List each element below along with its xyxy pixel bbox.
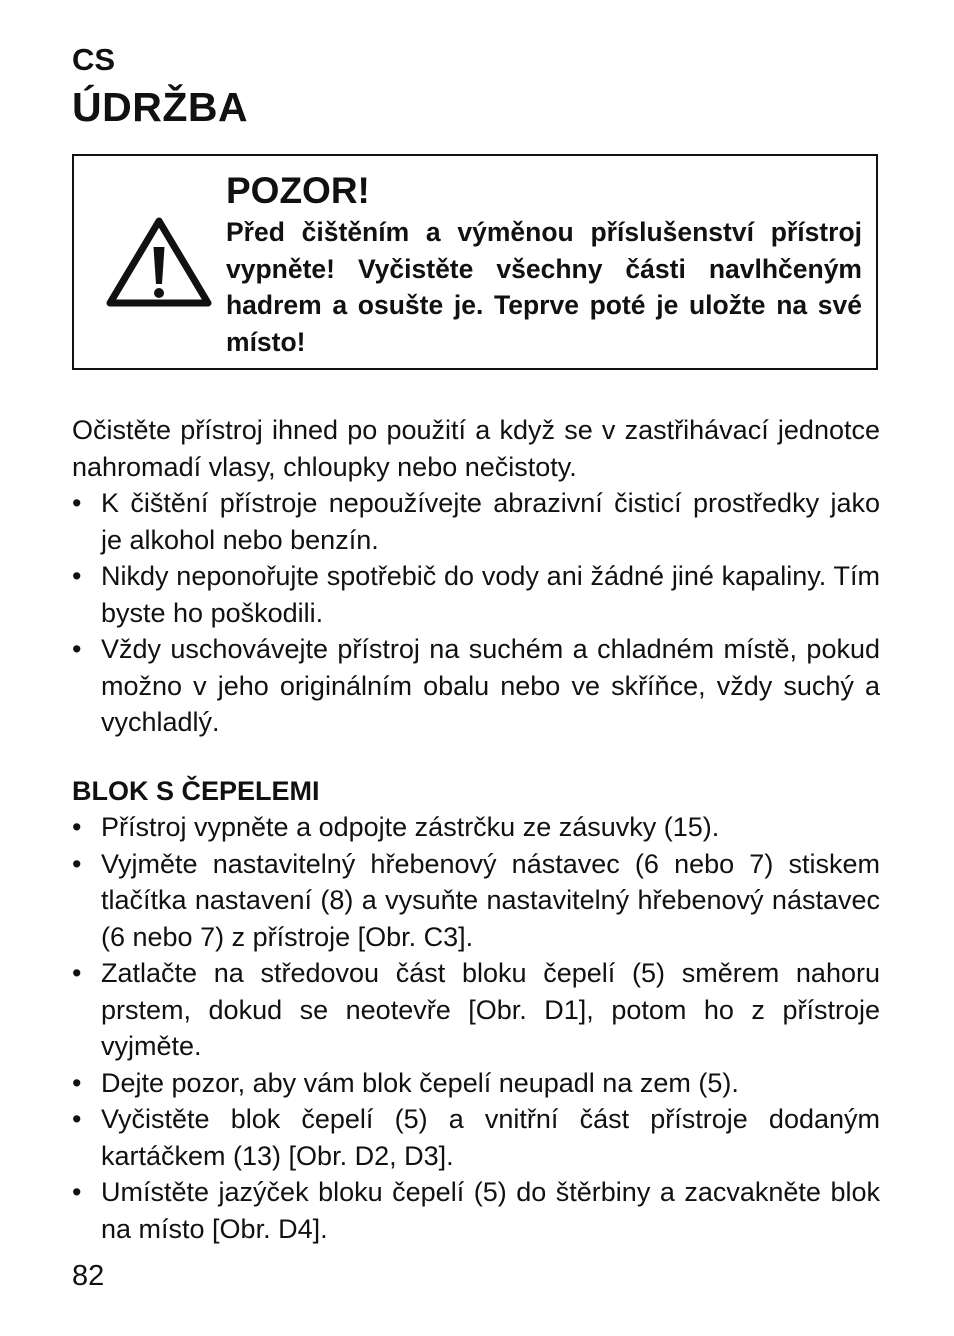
- list-item: [72, 558, 880, 631]
- bullet-icon: •: [72, 812, 82, 842]
- section-heading: BLOK S ČEPELEMI: [72, 775, 320, 806]
- blade-bullet-list: [72, 809, 880, 1247]
- list-item: [72, 955, 880, 1065]
- list-item: [72, 1101, 880, 1174]
- warning-triangle-icon: [104, 214, 214, 310]
- list-item-text: Dejte pozor, aby vám blok čepelí neupadl na zem (5).: [101, 1067, 739, 1098]
- bullet-icon: •: [72, 848, 82, 879]
- list-item-text: Nikdy neponořujte spotřebič do vody ani žádné jiné kapaliny. Tím byste ho poškodili.: [101, 561, 880, 628]
- list-item-text: K čištění přístroje nepoužívejte abrazivní čisticí prostředky jako je alkohol nebo benzín.: [101, 488, 880, 555]
- bullet-icon: •: [72, 1067, 82, 1098]
- bullet-icon: •: [72, 958, 82, 988]
- warning-content: [226, 168, 862, 360]
- list-item-text: Zatlačte na středovou část bloku čepelí (5) směrem nahoru prstem, dokud se neotevře [Obr. D1], potom ho z přístroje vyjměte.: [101, 958, 880, 1061]
- warning-heading: POZOR!: [226, 170, 370, 211]
- warning-box: [72, 154, 878, 370]
- list-item-text: Vždy uschovávejte přístroj na suchém a chladném místě, pokud možno v jeho originálním obalu nebo ve skříňce, vždy suchý a vychladlý.: [101, 634, 880, 737]
- bullet-icon: •: [72, 488, 82, 518]
- intro-bullet-list: [72, 485, 880, 741]
- list-item: [72, 1174, 880, 1247]
- main-content: [72, 412, 880, 1247]
- list-item-text: Vyčistěte blok čepelí (5) a vnitřní část přístroje dodaným kartáčkem (13) [Obr. D2, D3].: [101, 1104, 880, 1171]
- list-item: [72, 1065, 880, 1102]
- list-item-text: Umístěte jazýček bloku čepelí (5) do štěrbiny a zacvakněte blok na místo [Obr. D4].: [101, 1177, 880, 1244]
- list-item: [72, 485, 880, 558]
- list-item: [72, 631, 880, 741]
- language-code: CS: [72, 42, 116, 77]
- bullet-icon: •: [72, 561, 82, 591]
- bullet-icon: •: [72, 1177, 82, 1207]
- page-number: 82: [72, 1260, 105, 1292]
- intro-paragraph: Očistěte přístroj ihned po použití a když se v zastřihávací jednotce nahromadí vlasy, chloupky nebo nečistoty.: [72, 415, 880, 482]
- list-item-text: Přístroj vypněte a odpojte zástrčku ze zásuvky (15).: [101, 812, 720, 842]
- warning-text: Před čištěním a výměnou příslušenství přístroj vypněte! Vyčistěte všechny části navlhčeným hadrem a osušte je. Teprve poté je uložte na své místo!: [226, 217, 862, 357]
- list-item: [72, 846, 880, 956]
- list-item-text: Vyjměte nastavitelný hřebenový nástavec (6 nebo 7) stiskem tlačítka nastavení (8) a vysuňte nastavitelný hřebenový nástavec (6 nebo 7) z přístroje [Obr. C3].: [101, 848, 880, 952]
- page-title: ÚDRŽBA: [72, 84, 249, 130]
- bullet-icon: •: [72, 1104, 82, 1134]
- bullet-icon: •: [72, 634, 82, 664]
- list-item: [72, 809, 880, 846]
